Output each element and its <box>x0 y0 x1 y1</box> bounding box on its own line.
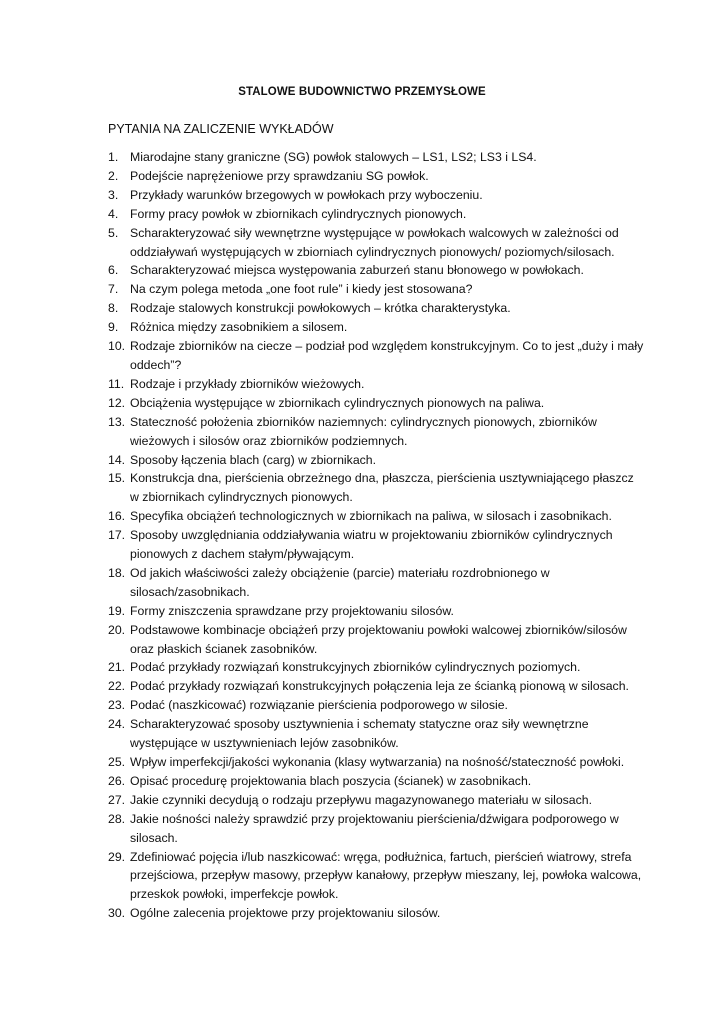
question-item <box>0 148 724 167</box>
question-number: 29. <box>108 849 126 864</box>
question-number: 1. <box>108 150 119 164</box>
question-text: Podać przykłady rozwiązań konstrukcyjnych połączenia leja ze ścianką pionową w silosach. <box>130 679 629 694</box>
question-list <box>0 148 724 923</box>
question-item <box>0 394 724 413</box>
question-text: Różnica między zasobnikiem a silosem. <box>130 320 348 335</box>
question-text: Od jakich właściwości zależy obciążenie (parcie) materiału rozdrobnionego w silosach/zasobnikach. <box>130 565 550 599</box>
question-item <box>0 318 724 337</box>
question-text: Scharakteryzować sposoby usztywnienia i schematy statyczne oraz siły wewnętrzne występujące w usztywnieniach lejów zasobników. <box>130 717 589 751</box>
question-number: 15. <box>108 471 126 486</box>
question-text: Rodzaje zbiorników na ciecze – podział pod względem konstrukcyjnym. Co to jest „duży i mały oddech”? <box>130 339 644 372</box>
question-text: Rodzaje i przykłady zbiorników wieżowych. <box>130 376 365 391</box>
question-number: 4. <box>108 206 119 221</box>
question-item <box>0 677 724 696</box>
question-text: Jakie nośności należy sprawdzić przy projektowaniu pierścienia/dźwigara podporowego w silosach. <box>130 811 619 845</box>
question-item <box>0 848 724 905</box>
question-text: Podać przykłady rozwiązań konstrukcyjnych zbiorników cylindrycznych poziomych. <box>130 660 581 675</box>
question-number: 24. <box>108 717 126 732</box>
question-item <box>0 904 724 923</box>
question-item <box>0 621 724 659</box>
question-text: Podać (naszkicować) rozwiązanie pierścienia podporowego w silosie. <box>130 698 508 713</box>
question-item <box>0 451 724 470</box>
question-number: 12. <box>108 395 126 410</box>
question-number: 3. <box>108 187 119 202</box>
question-text: Formy zniszczenia sprawdzane przy projektowaniu silosów. <box>130 603 454 618</box>
question-number: 18. <box>108 565 126 580</box>
question-item <box>0 186 724 205</box>
question-text: Jakie czynniki decydują o rodzaju przepływu magazynowanego materiału w silosach. <box>130 792 593 807</box>
question-text: Miarodajne stany graniczne (SG) powłok stalowych – LS1, LS2; LS3 i LS4. <box>130 150 537 164</box>
question-item <box>0 469 724 507</box>
question-item <box>0 205 724 224</box>
question-item <box>0 658 724 677</box>
question-item <box>0 261 724 280</box>
question-item <box>0 507 724 526</box>
question-text: Ogólne zalecenia projektowe przy projektowaniu silosów. <box>130 906 441 921</box>
question-number: 30. <box>108 906 126 921</box>
question-text: Przykłady warunków brzegowych w powłokach przy wyboczeniu. <box>130 187 483 202</box>
question-item <box>0 280 724 299</box>
question-text: Zdefiniować pojęcia i/lub naszkicować: wręga, podłużnica, fartuch, pierścień wiatrowy, strefa przejściowa, przepływ masowy, przepływ kanałowy, przepływ mieszany, lej, powłoka walcowa, przeskok powłoki, imperfekcje powłok. <box>130 849 642 902</box>
question-number: 28. <box>108 811 126 826</box>
question-item <box>0 753 724 772</box>
question-number: 22. <box>108 679 126 694</box>
question-item <box>0 602 724 621</box>
question-text: Formy pracy powłok w zbiornikach cylindrycznych pionowych. <box>130 206 467 221</box>
question-text: Na czym polega metoda „one foot rule” i kiedy jest stosowana? <box>130 282 473 297</box>
question-number: 8. <box>108 301 119 316</box>
question-item <box>0 224 724 262</box>
question-text: Konstrukcja dna, pierścienia obrzeżnego dna, płaszcza, pierścienia usztywniającego płaszcz w zbiornikach cylindrycznych pionowych. <box>130 471 634 505</box>
question-item <box>0 299 724 318</box>
question-item <box>0 791 724 810</box>
question-number: 14. <box>108 452 126 467</box>
question-item <box>0 810 724 848</box>
question-text: Wpływ imperfekcji/jakości wykonania (klasy wytwarzania) na nośność/stateczność powłoki. <box>130 755 625 769</box>
question-text: Scharakteryzować siły wewnętrzne występujące w powłokach walcowych w zależności od oddziaływań występujących w zbiorniach cylindrycznych pionowych/ poziomych/silosach. <box>130 225 619 259</box>
question-text: Rodzaje stalowych konstrukcji powłokowych – krótka charakterystyka. <box>130 301 511 316</box>
question-item <box>0 413 724 451</box>
document-subtitle: PYTANIA NA ZALICZENIE WYKŁADÓW <box>108 122 334 136</box>
question-text: Stateczność położenia zbiorników naziemnych: cylindrycznych pionowych, zbiorników wieżowych i silosów oraz zbiorników podziemnych. <box>130 414 597 448</box>
question-text: Obciążenia występujące w zbiornikach cylindrycznych pionowych na paliwa. <box>130 395 545 410</box>
question-item <box>0 167 724 186</box>
question-number: 9. <box>108 320 119 335</box>
question-text: Specyfika obciążeń technologicznych w zbiornikach na paliwa, w silosach i zasobnikach. <box>130 509 612 524</box>
question-number: 2. <box>108 168 119 183</box>
question-text: Sposoby uwzględniania oddziaływania wiatru w projektowaniu zbiorników cylindrycznych pionowych z dachem stałym/pływającym. <box>130 528 613 562</box>
question-number: 25. <box>108 755 126 769</box>
question-item <box>0 772 724 791</box>
question-text: Scharakteryzować miejsca występowania zaburzeń stanu błonowego w powłokach. <box>130 263 584 278</box>
question-number: 7. <box>108 282 119 297</box>
question-number: 5. <box>108 225 119 240</box>
question-number: 11. <box>108 376 125 391</box>
question-number: 21. <box>108 660 126 675</box>
question-number: 16. <box>108 509 126 524</box>
question-text: Sposoby łączenia blach (carg) w zbiornikach. <box>130 452 377 467</box>
question-text: Opisać procedurę projektowania blach poszycia (ścianek) w zasobnikach. <box>130 773 532 788</box>
question-number: 19. <box>108 603 126 618</box>
question-item <box>0 715 724 753</box>
question-item <box>0 375 724 394</box>
question-text: Podstawowe kombinacje obciążeń przy projektowaniu powłoki walcowej zbiorników/silosów oraz płaskich ścianek zasobników. <box>130 622 627 656</box>
question-item <box>0 526 724 564</box>
question-number: 10. <box>108 339 126 354</box>
question-number: 6. <box>108 263 119 278</box>
question-number: 26. <box>108 773 126 788</box>
question-text: Podejście naprężeniowe przy sprawdzaniu SG powłok. <box>130 168 429 183</box>
question-number: 20. <box>108 622 126 637</box>
question-number: 17. <box>108 528 126 543</box>
question-number: 23. <box>108 698 126 713</box>
document-title: STALOWE BUDOWNICTWO PRZEMYSŁOWE <box>238 86 486 98</box>
question-number: 13. <box>108 414 126 429</box>
question-number: 27. <box>108 792 126 807</box>
question-item <box>0 337 724 375</box>
question-item <box>0 564 724 602</box>
question-item <box>0 696 724 715</box>
